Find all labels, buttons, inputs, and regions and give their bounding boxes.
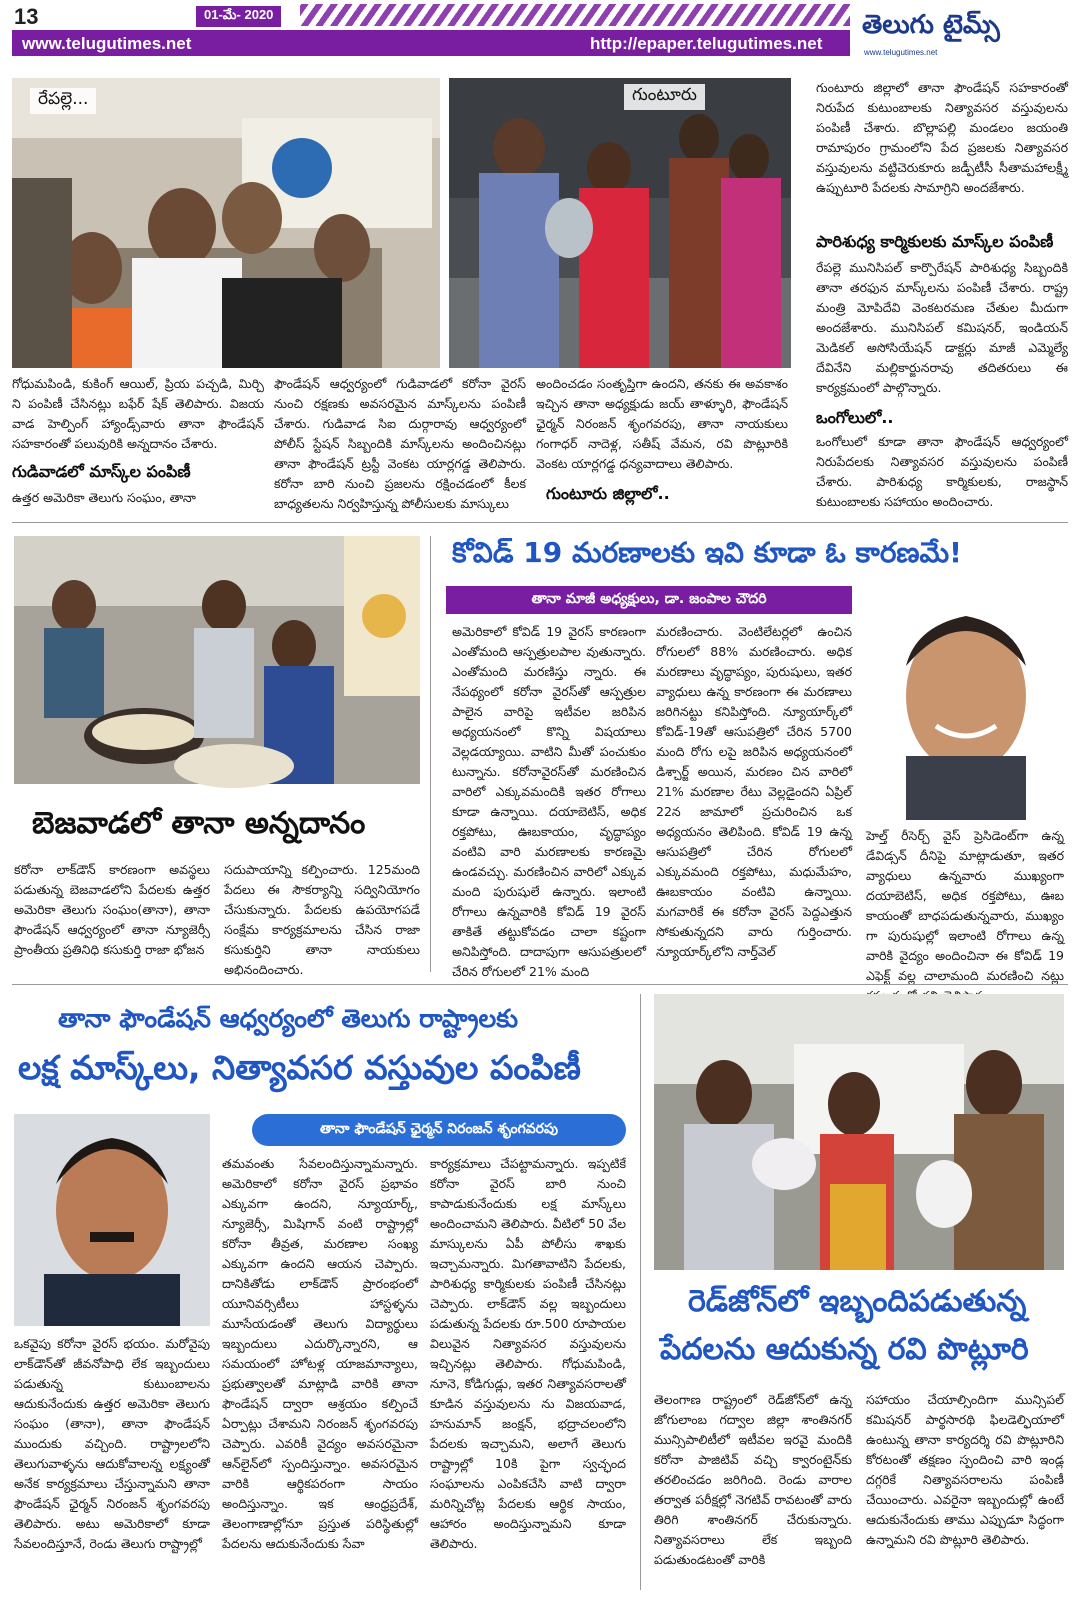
website-link[interactable]: www.telugutimes.net [22, 34, 192, 53]
column-divider [640, 994, 641, 1590]
masthead [0, 0, 1089, 70]
top-story-col1b: ఉత్తర అమెరికా తెలుగు సంఘం, తానా [12, 490, 196, 505]
covid-headline: కోవిడ్ 19 మరణాలకు ఇవి కూడా ఓ కారణమే! [452, 536, 962, 569]
redzone-headline-line1: రెడ్‌జోన్‌లో ఇబ్బందిపడుతున్న [688, 1284, 1027, 1319]
author-portrait [866, 586, 1064, 820]
photo-caption: రేపల్లె... [30, 88, 96, 114]
redzone-col1: తెలంగాణ రాష్ట్రంలో రెడ్‌జోన్‌లో ఉన్న జోగులాంబ గద్వాల జిల్లా శాంతినగర్ మున్సిపాలిటీలో ఇటీవల ఇరవై మందికి కరోనా పాజిటివ్ వచ్చి క్వారంటైన్‌కు తరలించడం జరిగింది. రెండు వారాల తర్వాత పరీక్షల్లో నెగటివ్ రావటంతో వారు తిరిగి శాంతినగర్ చేరుకున్నారు. నిత్యావసరాలు లేక ఇబ్బంది పడుతుండటంతో వారికి [654, 1392, 852, 1567]
subheading: గుడివాడలో మాస్క్‌ల పంపిణీ [12, 462, 191, 481]
masks-col1: ఒకవైపు కరోనా వైరస్ భయం. మరోవైపు లాక్‌డౌన్‌తో జీవనోపాధి లేక ఇబ్బందులు పడుతున్న కుటుంబాలను ఆదుకునేందుకు ఉత్తర అమెరికా తెలుగు సంఘం (తానా), తానా ఫౌండేషన్ ముందుకు వచ్చింది. రాష్ట్రాలలోని తెలుగువాళ్ళను ఆదుకోవాలన్న లక్ష్యంతో అనేక కార్యక్రమాలు చేస్తున్నామని తానా ఫౌండేషన్ ఛైర్మన్ నిరంజన్ శృంగవరపు తెలిపారు. అటు అమెరికాలో కూడా సేవలందిస్తూనే, రెండు తెలుగు రాష్ట్రాల్లో [14, 1336, 210, 1551]
subheading: ఒంగోలులో.. [816, 408, 894, 427]
top-story-col4: గుంటూరు జిల్లాలో తానా ఫౌండేషన్ సహకారంతో నిరుపేద కుటుంబాలకు నిత్యావసర వస్తువులను పంపిణీ చేశారు. బొల్లాపల్లి మండలం జయంతి రామాపురం గ్రామంలోని పేద ప్రజలకు నిత్యావసర వస్తువులను వట్టిచెరుకూరు జడ్పీటీసీ సీతామహాలక్ష్మీ ఉప్పుటూరి పేదలకు సామాగ్రిని అందజేశారు. [816, 80, 1068, 195]
telugu-times-logo[interactable] [862, 8, 1080, 64]
logo-text: తెలుగు టైమ్స్ [862, 10, 1000, 40]
masks-headline-line2: లక్ష మాస్క్‌లు, నిత్యావసర వస్తువుల పంపిణీ [18, 1048, 581, 1087]
chairman-portrait [14, 1114, 210, 1326]
guntur-photo [449, 78, 791, 368]
masks-col2: తమవంతు సేవలందిస్తున్నామన్నారు. అమెరికాలో కరోనా వైరస్ ప్రభావం ఎక్కువగా ఉందని, న్యూయార్క్, న్యూజెర్సీ, మిషిగాన్ వంటి రాష్ట్రాల్లో కరోనా తీవ్రత, మరణాల సంఖ్య ఎక్కువగా ఉందని ఆయన చెప్పారు. దానికితోడు లాక్‌డౌన్ ప్రారంభంలో యూనివర్సిటీలు హాస్టళ్ళను మూసేయడంతో తెలుగు విద్యార్థులు ఇబ్బందులు ఎదుర్కొన్నారని, ఆ సమయంలో హోటళ్ల యాజమాన్యాలు, ప్రభుత్వాలతో మాట్లాడి వారికి తానా ఫౌండేషన్ ద్వారా ఆశ్రయం కల్పించే ఏర్పాట్లు చేశామని నిరంజన్ శృంగవరపు చెప్పారు. ఎవరికీ వైద్యం అవసరమైనా ఆన్‌లైన్‌లో స్పందిస్తున్నాం. అవసరమైన వారికి ఆర్థికపరంగా సాయం అందిస్తున్నాం. ఇక ఆంధ్రప్రదేశ్, తెలంగాణాల్లోనూ ప్రస్తుత పరిస్థితుల్లో పేదలను ఆదుకునేందుకు సేవా [222, 1156, 418, 1551]
bezawada-headline: బెజవాడలో తానా అన్నదానం [32, 806, 366, 841]
repalle-photo [12, 78, 440, 368]
masks-byline: తానా ఫౌండేషన్ ఛైర్మన్ నిరంజన్ శృంగవరపు [252, 1114, 626, 1146]
subheading: గుంటూరు జిల్లాలో.. [546, 484, 670, 503]
photo-caption: గుంటూరు [624, 84, 705, 110]
redzone-headline-line2: పేదలను ఆదుకున్న రవి పొట్లూరి [660, 1332, 1029, 1367]
masks-headline-line1: తానా ఫౌండేషన్ ఆధ్వర్యంలో తెలుగు రాష్ట్రాలకు [58, 1004, 518, 1033]
section-divider [12, 522, 1068, 523]
subheading: పారిశుధ్య కార్మికులకు మాస్క్‌ల పంపిణీ [816, 232, 1054, 251]
covid-col1: అమెరికాలో కోవిడ్ 19 వైరస్ కారణంగా ఎంతోమంది ఆస్పత్రులపాల వుతున్నారు. ఎంతోమంది మరణిస్తు న్నారు. ఈ నేపథ్యంలో కరోనా వైరస్‌తో ఆస్పత్రుల పాలైన వారిపై ఇటీవల జరిపిన అధ్యయనంలో కొన్ని విషయాలు వెల్లడయ్యాయి. వాటిని మీతో పంచుకుం టున్నాను. కరోనావైరస్‌తో మరణించిన వారిలో ఎక్కువమందికి ఇతర రోగాలు కూడా ఉన్నాయి. దయాబెటిస్, అధిక రక్తపోటు, ఊబకాయం, వృద్ధాప్యం వంటివి వారి మరణాలకు కారణమై ఉండవచ్చు. మరణించిన వారిలో ఎక్కువ మంది పురుషులే ఉన్నారు. ఇలాంటి రోగాలు ఉన్నవారికి కోవిడ్ 19 వైరస్ తాకితే తట్టుకోవడం చాలా కష్టంగా అనిపిస్తోంది. దాదాపుగా ఆసుపత్రులలో చేరిన రోగులలో 21% మంది [452, 624, 646, 979]
redzone-photo [654, 994, 1064, 1270]
logo-subtext: www.telugutimes.net [864, 48, 938, 57]
covid-byline: తానా మాజీ అధ్యక్షులు, డా. జంపాల చౌదరి [446, 586, 852, 614]
masks-col3: కార్యక్రమాలు చేపట్టామన్నారు. ఇప్పటికే కరోనా వైరస్ బారి నుంచి కాపాడుకునేందుకు లక్ష మాస్క్‌లు అందించామని తెలిపారు. వీటిలో 50 వేల మాస్కులను ఏపీ పోలీసు శాఖకు ఇచ్చామన్నారు. మిగతావాటిని పేదలకు, పారిశుధ్య కార్మికులకు పంపిణీ చేసినట్లు చెప్పారు. లాక్‌డౌన్ వల్ల ఇబ్బందులు పడుతున్న పేదలకు రూ.500 రూపాయల విలువైన నిత్యావసర వస్తువులను ఇచ్చినట్లు తెలిపారు. గోధుమపిండి, నూనె, కోడిగుడ్లు, ఇతర నిత్యావసరాలతో కూడిన వస్తువులను ను విజయవాడ, హనుమాన్ జంక్షన్, భద్రాచలంలోని పేదలకు ఇచ్చామని, అలాగే తెలుగు రాష్ట్రాల్లో 10కి పైగా స్వచ్ఛంద సంఘాలను ఎంపికచేసి వాటి ద్వారా మరిన్నిచోట్ల పేదలకు ఆర్థిక సాయం, ఆహారం అందిస్తున్నామని కూడా తెలిపారు. [430, 1156, 626, 1551]
epaper-link[interactable]: http://epaper.telugutimes.net [590, 34, 823, 53]
top-story-col2: ఫౌండేషన్ ఆధ్వర్యంలో గుడివాడలో కరోనా వైరస్ నుంచి రక్షణకు అవసరమైన మాస్క్‌లను పంపిణీ చేశారు. గుడివాడ సిఐ దుర్గారావు ఆధ్వర్యంలో పోలీస్ స్టేషన్ సిబ్బందికి మాస్క్‌లను అందించినట్లు తానా ఫౌండేషన్ ట్రస్టీ వెంకట యార్లగడ్డ తెలిపారు. కరోనా బారి నుంచి ప్రజలను రక్షించడంలో కీలక బాధ్యతలను నిర్వహిస్తున్న పోలీసులకు మాస్కులు [274, 376, 526, 511]
column-divider [430, 536, 431, 972]
top-story-col3: అందించడం సంతృప్తిగా ఉందని, తనకు ఈ అవకాశం ఇచ్చిన తానా అధ్యక్షుడు జయ్ తాళ్ళూరి, ఫౌండేషన్ ఛైర్మన్ నిరంజన్ శృంగవరపు, తానా నాయకులు గంగాధర్ నాదెళ్ల, సతీష్ వేమన, రవి పొట్లూరికి వెంకట యార్లగడ్డ ధన్యవాదాలు తెలిపారు. [536, 376, 788, 471]
bezawada-col1: కరోనా లాక్‌డౌన్ కారణంగా అవస్థలు పడుతున్న బెజవాడలోని పేదలకు ఉత్తర అమెరికా తెలుగు సంఘం(తానా), తానా ఫౌండేషన్ ఆధ్వర్యంలో తానా న్యూజెర్సీ ప్రాంతీయ ప్రతినిధి కసుకుర్తి రాజా భోజన [14, 862, 210, 957]
covid-col3: హెల్త్ రీసెర్చ్ వైస్ ప్రెసిడెంట్‌గా ఉన్న డేవిడ్సన్ దీనిపై మాట్లాడుతూ, ఇతర వ్యాధులు ఉన్నవారు ముఖ్యంగా దయాబెటిస్, అధిక రక్తపోటు, ఊబ కాయంతో బాధపడుతున్నవారు, ముఖ్యం గా పురుషుల్లో ఇలాంటి రోగాలు ఉన్న వారికి వైద్యం అందించినా ఈ కోవిడ్ 19 ఎఫెక్ట్ వల్ల చాలామంది మరణించి నట్లు [866, 828, 1064, 983]
issue-date: 01-మే- 2020 [196, 6, 281, 27]
page-number: 13 [14, 4, 39, 29]
top-story-col1: గోధుమపిండి, కుకింగ్ ఆయిల్, ప్రియ పచ్చడి, మిర్చి ని పంపిణీ చేసినట్లు బఫేర్ షేక్ తెలిపారు. విజయ వాడ హెల్పింగ్ హ్యాండ్స్‌వారు తానా ఫౌండేషన్ సహకారంతో పలువురికి అన్నదానం చేశారు. [12, 376, 264, 451]
header-stripes [300, 4, 850, 26]
top-story-col4b: రేపల్లె మునిసిపల్ కార్పొరేషన్ పారిశుధ్య సిబ్బందికి తానా తరఫున మాస్క్‌లను పంపిణీ చేశారు. రాష్ట్ర మంత్రి మోపిదేవి వెంకటరమణ చేతుల మీదుగా అందజేశారు. మునిసిపల్ కమిషనర్, ఇండియన్ మెడికల్ అసోసియేషన్ డాక్టర్లు మాజీ ఎమ్మెల్యే దేవినేని మల్లికార్జునరావు తదితరులు ఈ కార్యక్రమంలో పాల్గొన్నారు. [816, 260, 1068, 395]
bezawada-col2: సదుపాయాన్ని కల్పించారు. 125మంది పేదలు ఈ సౌకర్యాన్ని సద్వినియోగం చేసుకున్నారు. పేదలకు ఉపయోగపడే సంక్షేమ కార్యక్రమాలను చేసిన రాజా కసుకుర్తిని తానా నాయకులు అభినందించారు. [224, 862, 420, 977]
top-story-col4c: ఒంగోలులో కూడా తానా ఫౌండేషన్ ఆధ్వర్యంలో నిరుపేదలకు నిత్యావసర వస్తువులను పంపిణీ చేశారు. పారిశుధ్య కార్మికులకు, రాజస్థాన్ కుటుంబాలకు సహాయం అందించారు. [816, 434, 1068, 509]
redzone-col2: సహాయం చేయాల్సిందిగా మున్సిపల్ కమిషనర్ పార్థసారథి ఫిలడెల్ఫియాలో ఉంటున్న తానా కార్యదర్శి రవి పొట్లూరిని కోరటంతో తక్షణం స్పందించి వారి ఇండ్ల దగ్గరికే నిత్యావసరాలను పంపిణీ చేయించారు. ఎవరైనా ఇబ్బందుల్లో ఉంటే ఆదుకునేందుకు తాము ఎప్పుడూ సిద్ధంగా ఉన్నామని రవి పొట్లూరి తెలిపారు. [866, 1392, 1064, 1547]
covid-col2: మరణించారు. వెంటిలేటర్లలో ఉంచిన రోగులలో 88% మరణించారు. అధిక మరణాలు వృద్ధాప్యం, పురుషులు, ఇతర వ్యాధులు ఉన్న కారణంగా ఈ మరణాలు జరిగినట్టు కనిపిస్తోంది. న్యూయార్క్‌లో కోవిడ్-19తో ఆసుపత్రిలో చేరిన 5700 మంది రోగు లపై జరిపిన అధ్యయనంలో డిశ్చార్జ్ అయిన, మరణం చిన వారిలో 21% మరణాల రేటు వెల్లడైందని ఏప్రిల్ 22న జామాలో ప్రచురించిన ఒక అధ్యయనం తెలిపింది. కోవిడ్ 19 ఉన్న ఆసుపత్రిలో చేరిన రోగులలో ఎక్కువమంది రక్తపోటు, మధుమేహం, ఊబకాయం వంటివి ఉన్నాయి. మగవారికే ఈ కరోనా వైరస్ పెద్దఎత్తున సోకుతున్నదని వారు గుర్తించారు. న్యూయార్క్‌లోని నార్త్‌వెల్ [656, 624, 852, 959]
section-divider [12, 984, 1068, 985]
bezawada-photo [14, 536, 420, 784]
